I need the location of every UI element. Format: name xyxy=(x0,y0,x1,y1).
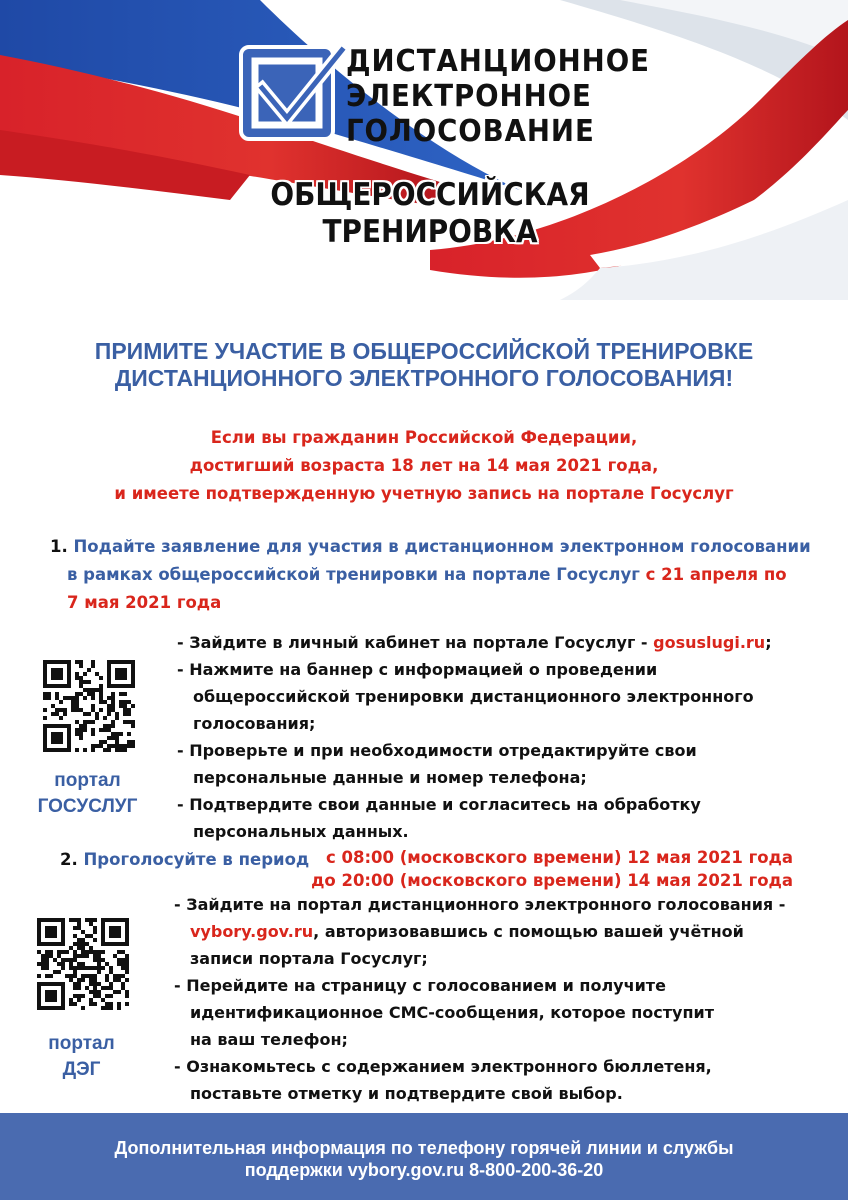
qr-caption-line-2: ДЭГ xyxy=(62,1059,101,1080)
period-end: до 20:00 (московского времени) 14 мая 2021 года xyxy=(311,871,793,890)
bullet-text: , авторизовавшись с помощью вашей учётной xyxy=(313,922,744,941)
training-title xyxy=(259,177,601,251)
step1-instructions xyxy=(177,629,772,845)
conditions-line-2: достигший возраста 18 лет на 14 мая 2021 года, xyxy=(189,456,659,475)
headline-line-2: ДИСТАНЦИОННОГО ЭЛЕКТРОННОГО ГОЛОСОВАНИЯ! xyxy=(114,365,734,391)
logo-title xyxy=(346,44,650,149)
footer-line-1: Дополнительная информация по телефону горячей линии и службы xyxy=(114,1138,734,1158)
qr-caption-gosuslugi xyxy=(20,768,155,820)
conditions-line-1: Если вы гражданин Российской Федерации, xyxy=(210,428,638,447)
step1-line-2: в рамках общероссийской тренировки на портале Госуслуг xyxy=(67,565,640,584)
list-item-cont: персональных данных. xyxy=(193,822,409,841)
list-item: - Зайдите на портал дистанционного электронного голосования - xyxy=(174,895,786,914)
eligibility-conditions xyxy=(20,424,828,508)
step2-period xyxy=(303,846,793,892)
logo-line-1: ДИСТАНЦИОННОЕ xyxy=(346,44,650,79)
list-item-cont xyxy=(174,918,785,945)
step1-date-start: с 21 апреля по xyxy=(645,565,787,584)
step1-heading xyxy=(50,533,811,617)
qr-caption-deg xyxy=(14,1031,149,1083)
qr-caption-line-2: ГОСУСЛУГ xyxy=(37,796,138,817)
logo-line-2: ЭЛЕКТРОННОЕ xyxy=(346,79,592,114)
page-headline xyxy=(20,338,828,392)
list-item-cont: записи портала Госуслуг; xyxy=(190,949,428,968)
conditions-line-3: и имеете подтвержденную учетную запись на портале Госуслуг xyxy=(114,484,734,503)
qr-code-deg[interactable] xyxy=(37,918,129,1010)
step2-label: Проголосуйте в период xyxy=(83,850,310,869)
list-item: - Подтвердите свои данные и согласитесь на обработку xyxy=(177,795,701,814)
step2-heading xyxy=(60,846,309,874)
qr-caption-line-1: портал xyxy=(54,770,121,791)
footer-line-2: поддержки vybory.gov.ru 8-800-200-36-20 xyxy=(244,1160,604,1180)
list-item xyxy=(177,629,772,656)
headline-line-1: ПРИМИТЕ УЧАСТИЕ В ОБЩЕРОССИЙСКОЙ ТРЕНИРОВКЕ xyxy=(94,338,754,364)
list-item: - Ознакомьтесь с содержанием электронного бюллетеня, xyxy=(174,1057,712,1076)
logo-line-3: ГОЛОСОВАНИЕ xyxy=(346,114,595,149)
list-item-cont: голосования; xyxy=(193,714,316,733)
step1-date-end: 7 мая 2021 года xyxy=(67,593,222,612)
step2-instructions xyxy=(174,891,785,1107)
training-line-1: ОБЩЕРОССИЙСКАЯ xyxy=(270,177,590,213)
checkbox-vote-icon xyxy=(241,47,342,139)
list-item: - Проверьте и при необходимости отредактируйте свои xyxy=(177,741,697,760)
step2-number: 2. xyxy=(60,850,78,869)
list-item-cont: на ваш телефон; xyxy=(190,1030,348,1049)
training-line-2: ТРЕНИРОВКА xyxy=(322,214,538,250)
list-item-cont: общероссийской тренировки дистанционного электронного xyxy=(193,687,754,706)
list-item: - Нажмите на баннер с информацией о проведении xyxy=(177,660,658,679)
footer-info xyxy=(20,1137,828,1181)
qr-caption-line-1: портал xyxy=(48,1033,115,1054)
bullet-text: - Зайдите в личный кабинет на портале Госуслуг - xyxy=(177,633,654,652)
list-item: - Перейдите на страницу с голосованием и получите xyxy=(174,976,666,995)
bullet-end: ; xyxy=(765,633,772,652)
list-item-cont: идентификационное СМС-сообщения, которое поступит xyxy=(190,1003,715,1022)
vybory-link[interactable]: vybory.gov.ru xyxy=(190,922,314,941)
list-item-cont: поставьте отметку и подтвердите свой выбор. xyxy=(190,1084,623,1103)
qr-code-gosuslugi[interactable] xyxy=(43,660,135,752)
list-item-cont: персональные данные и номер телефона; xyxy=(193,768,587,787)
gosuslugi-link[interactable]: gosuslugi.ru xyxy=(653,633,766,652)
step1-number: 1. xyxy=(50,537,68,556)
step1-line-1: Подайте заявление для участия в дистанционном электронном голосовании xyxy=(73,537,811,556)
period-start: с 08:00 (московского времени) 12 мая 2021 года xyxy=(325,848,793,867)
